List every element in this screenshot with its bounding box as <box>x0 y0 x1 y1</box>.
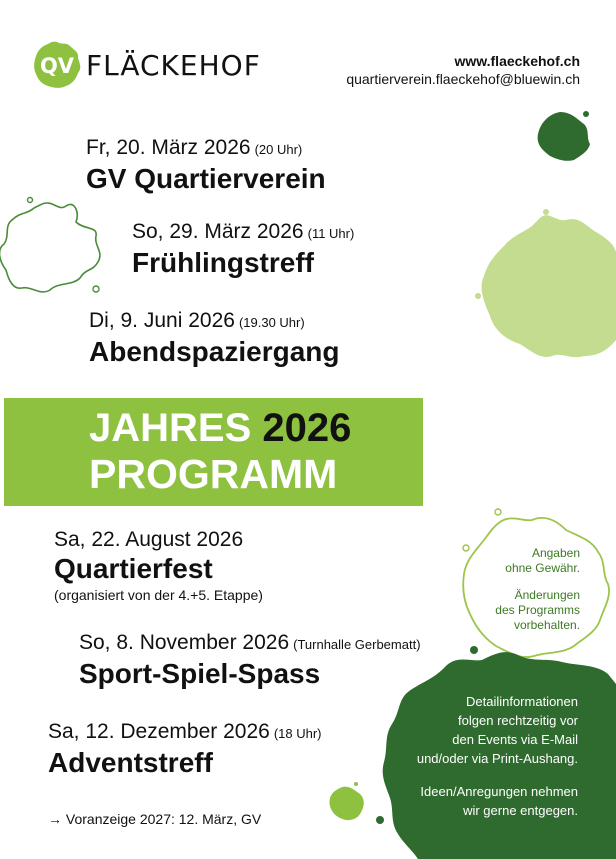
event-time: (Turnhalle Gerbematt) <box>293 637 421 652</box>
logo-name: FLÄCKEHOF <box>86 48 261 82</box>
lime-splash-small <box>329 787 363 820</box>
info-line: wir gerne entgegen. <box>463 803 578 818</box>
disclaimer-line: des Programms <box>495 603 580 617</box>
event-title: Sport-Spiel-Spass <box>79 658 321 689</box>
info-line: folgen rechtzeitig vor <box>458 713 578 728</box>
info-line: und/oder via Print-Aushang. <box>416 751 578 766</box>
event-date: Di, 9. Juni 2026 <box>89 309 235 332</box>
banner-line1: JAHRES <box>89 406 252 450</box>
event-title: Abendspaziergang <box>89 336 340 367</box>
info-line: Detailinformationen <box>465 694 578 709</box>
event-note: (organisiert von der 4.+5. Etappe) <box>54 587 263 603</box>
info-line: Ideen/Anregungen nehmen <box>420 784 578 799</box>
outline-splash-dot <box>93 286 99 292</box>
disclaimer-line: Änderungen <box>514 588 580 602</box>
event-title: Frühlingstreff <box>132 247 314 278</box>
logo <box>32 40 261 90</box>
logo-mark-splash <box>32 40 82 90</box>
changes-note <box>495 588 580 633</box>
ideas-text <box>420 782 578 820</box>
banner-year: 2026 <box>262 406 352 450</box>
event-date: So, 8. November 2026 <box>79 631 290 654</box>
event-2 <box>132 220 354 280</box>
logo-mark-text: QV <box>39 54 75 78</box>
light-splash-large <box>482 215 616 357</box>
event-time: (18 Uhr) <box>273 726 322 741</box>
disclaimer-line: Angaben <box>531 546 580 560</box>
info-line: den Events via E-Mail <box>452 732 578 747</box>
event-date: Sa, 12. Dezember 2026 <box>48 720 270 743</box>
event-title: Quartierfest <box>54 553 213 584</box>
website-link[interactable]: www.flaeckehof.ch <box>454 53 580 69</box>
event-3 <box>89 309 339 369</box>
preview-2027: → Voranzeige 2027: 12. März, GV <box>48 811 262 827</box>
dark-splash-small <box>538 112 590 161</box>
event-date: So, 29. März 2026 <box>132 220 304 243</box>
event-date: Sa, 22. August 2026 <box>54 528 244 551</box>
event-time: (11 Uhr) <box>307 226 355 241</box>
disclaimer-note <box>505 546 580 576</box>
event-5 <box>79 631 421 691</box>
info-text <box>417 692 578 768</box>
event-title: GV Quartierverein <box>86 163 326 194</box>
event-title: Adventstreff <box>48 747 213 778</box>
disclaimer-line: vorbehalten. <box>513 618 580 632</box>
event-6 <box>48 720 322 780</box>
outline-splash-left <box>0 203 100 292</box>
disclaimer-line: ohne Gewähr. <box>505 561 580 575</box>
email-link[interactable]: quartierverein.flaeckehof@bluewin.ch <box>346 71 580 87</box>
event-4 <box>54 528 263 604</box>
banner-line2: PROGRAMM <box>89 451 338 497</box>
event-date: Fr, 20. März 2026 <box>86 136 251 159</box>
contact-block <box>346 52 580 88</box>
event-time: (20 Uhr) <box>254 142 303 157</box>
event-time: (19.30 Uhr) <box>238 315 305 330</box>
event-1 <box>86 136 326 196</box>
annual-program-banner <box>4 398 423 506</box>
